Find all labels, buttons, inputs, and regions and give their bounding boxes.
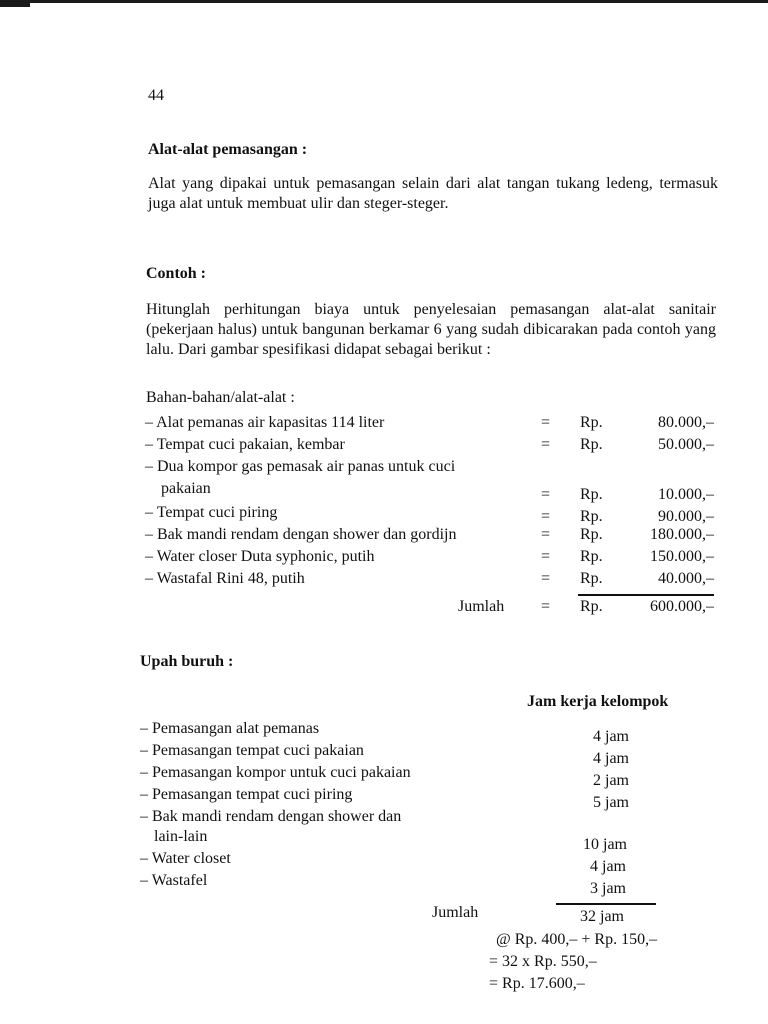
labor-row <box>0 764 768 789</box>
labor-name: – Pemasangan tempat cuci pakaian <box>140 742 364 759</box>
material-eq: = <box>541 486 551 503</box>
labor-hours: 5 jam <box>593 794 629 811</box>
material-amount: 40.000,– <box>658 570 714 587</box>
labor-hours: 4 jam <box>590 858 626 875</box>
material-name: – Water closer Duta syphonic, putih <box>145 548 375 565</box>
material-currency: Rp. <box>580 508 603 525</box>
labor-total-row <box>0 904 768 926</box>
labor-hours: 4 jam <box>593 728 629 745</box>
labor-name: – Water closet <box>140 850 231 867</box>
page-number: 44 <box>148 87 164 104</box>
labor-row <box>0 786 768 811</box>
material-eq: = <box>541 526 551 543</box>
material-name: – Tempat cuci piring <box>145 504 278 521</box>
material-amount: 10.000,– <box>658 486 714 503</box>
material-eq: = <box>541 548 551 565</box>
labor-row <box>0 872 768 897</box>
material-name-cont: pakaian <box>161 480 211 497</box>
materials-total-currency: Rp. <box>580 598 603 615</box>
labor-name: – Wastafel <box>140 872 208 889</box>
labor-name: – Pemasangan alat pemanas <box>140 720 320 737</box>
labor-result-line: = Rp. 17.600,– <box>489 975 585 992</box>
material-currency: Rp. <box>580 548 603 565</box>
material-eq: = <box>541 570 551 587</box>
materials-list-label: Bahan-bahan/alat-alat : <box>146 389 295 406</box>
labor-row <box>0 850 768 875</box>
section-heading-alat: Alat-alat pemasangan : <box>148 141 308 158</box>
labor-row <box>0 808 768 830</box>
alat-paragraph: Alat yang dipakai untuk pemasangan selain dari alat tangan tukang ledeng, termasuk juga alat untuk membuat ulir dan steger-steger. <box>148 175 718 212</box>
section-heading-upah: Upah buruh : <box>140 653 234 670</box>
material-eq: = <box>541 436 551 453</box>
labor-hours: 3 jam <box>590 880 626 897</box>
material-name: – Tempat cuci pakaian, kembar <box>145 436 345 453</box>
material-amount: 180.000,– <box>650 526 714 543</box>
section-heading-contoh: Contoh : <box>146 265 207 282</box>
labor-name: – Bak mandi rendam dengan shower dan <box>140 808 402 825</box>
labor-calc-line: = 32 x Rp. 550,– <box>489 953 597 970</box>
material-currency: Rp. <box>580 526 603 543</box>
materials-total-label: Jumlah <box>458 598 505 615</box>
labor-name: – Pemasangan tempat cuci piring <box>140 786 353 803</box>
labor-row <box>0 742 768 767</box>
labor-hours: 10 jam <box>583 836 627 853</box>
material-eq: = <box>541 414 551 431</box>
materials-total-eq: = <box>541 598 551 615</box>
material-currency: Rp. <box>580 414 603 431</box>
material-currency: Rp. <box>580 486 603 503</box>
labor-hours: 2 jam <box>593 772 629 789</box>
materials-total-amount: 600.000,– <box>650 598 714 615</box>
labor-column-header: Jam kerja kelompok <box>527 693 669 710</box>
labor-row-continued <box>0 828 768 853</box>
labor-hours: 4 jam <box>593 750 629 767</box>
labor-name: – Pemasangan kompor untuk cuci pakaian <box>140 764 411 781</box>
material-amount: 50.000,– <box>658 436 714 453</box>
material-eq: = <box>541 508 551 525</box>
material-name: – Wastafal Rini 48, putih <box>145 570 305 587</box>
labor-rate-line: @ Rp. 400,– + Rp. 150,– <box>496 931 658 948</box>
material-currency: Rp. <box>580 436 603 453</box>
material-amount: 80.000,– <box>658 414 714 431</box>
contoh-paragraph: Hitunglah perhitungan biaya untuk penyelesaian pemasangan alat-alat sanitair (pekerjaan halus) untuk bangunan berkamar 6 yang sudah dibicarakan pada contoh yang lalu. Dari gambar spesifikasi didapat sebagai berikut : <box>146 301 716 358</box>
material-amount: 150.000,– <box>650 548 714 565</box>
labor-total-label: Jumlah <box>432 904 479 921</box>
labor-name-cont: lain-lain <box>154 828 208 845</box>
material-amount: 90.000,– <box>658 508 714 525</box>
material-currency: Rp. <box>580 570 603 587</box>
labor-total-hours: 32 jam <box>580 908 624 925</box>
material-name: – Bak mandi rendam dengan shower dan gordijn <box>145 526 457 543</box>
material-name: – Alat pemanas air kapasitas 114 liter <box>145 414 385 431</box>
labor-row <box>0 720 768 745</box>
material-name: – Dua kompor gas pemasak air panas untuk cuci <box>145 458 456 475</box>
